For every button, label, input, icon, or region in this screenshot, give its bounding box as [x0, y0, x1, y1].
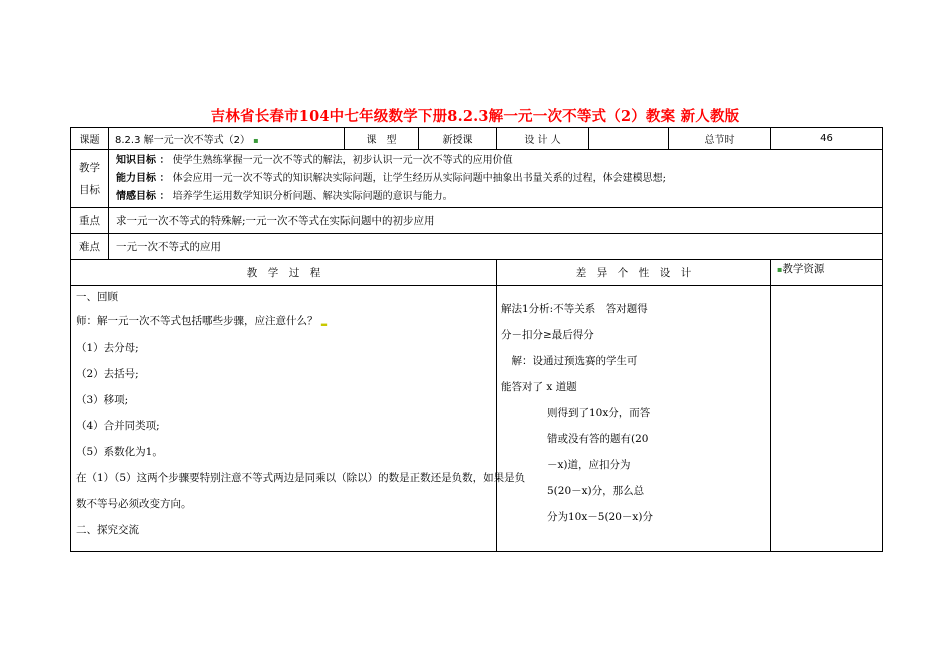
content-row: [71, 286, 883, 552]
header-row: [71, 128, 883, 150]
knowledge-text: 使学生熟练掌握一元一次不等式的解法，初步认识一元一次不等式的应用价值: [172, 155, 513, 166]
diff-line: －x)道，应扣分为: [547, 459, 631, 471]
key-point-label: 重点: [71, 208, 109, 234]
designer-label: 设 计 人: [497, 128, 589, 150]
designer-value: [589, 128, 669, 150]
document-title: 吉林省长春市104中七年级数学下册8.2.3解一元一次不等式（2）教案 新人教版: [210, 108, 740, 125]
edit-mark-icon: ▪: [777, 265, 783, 274]
total-label: 总节时: [669, 128, 771, 150]
objectives-row: [71, 150, 883, 208]
kexing-value: 新授课: [419, 128, 497, 150]
process-line: （1）去分母;: [76, 342, 139, 354]
objectives-label-2: 目标: [79, 183, 100, 196]
diff-line: 则得到了10x分，而答: [547, 407, 651, 419]
key-point-text: 求一元一次不等式的特殊解;一元一次不等式在实际问题中的初步应用: [109, 208, 883, 234]
process-line: 二、探究交流: [76, 524, 139, 536]
diff-line: 分为10x－5(20－x)分: [547, 511, 653, 523]
resources-header: 教学资源: [782, 263, 825, 275]
process-line: 数不等号必须改变方向。: [76, 498, 192, 510]
ability-text: 体会应用一元一次不等式的知识解决实际问题，让学生经历从实际问题中抽象出书量关系的过程，体会建模思想;: [172, 173, 667, 184]
difficulty-label: 难点: [71, 234, 109, 260]
diff-line: 解：设通过预选赛的学生可: [501, 355, 638, 367]
process-line: 在（1）（5）这两个步骤要特别注意不等式两边是同乘以（除以）的数是正数还是负数，如果是负: [76, 472, 526, 484]
lesson-plan-table: [70, 127, 883, 552]
process-line: （4）合并同类项;: [76, 420, 160, 432]
emotion-label: 情感目标 ：: [116, 191, 170, 202]
diff-line: 能答对了 x 道题: [501, 381, 577, 393]
process-line: （3）移项;: [76, 394, 129, 406]
section-header-row: [71, 260, 883, 286]
process-line: （5）系数化为1。: [76, 446, 163, 458]
keti-label: 课题: [71, 128, 109, 150]
diff-line: 5(20－x)分，那么总: [547, 485, 645, 497]
knowledge-label: 知识目标 ：: [116, 155, 170, 166]
objectives-label-1: 教学: [79, 161, 100, 174]
edit-mark-icon: ▪: [253, 136, 259, 145]
diff-line: 解法1分析:不等关系 答对题得: [501, 303, 648, 315]
diff-line: 错或没有答的题有(20: [547, 433, 649, 445]
ability-label: 能力目标 ：: [116, 173, 170, 184]
process-line: （2）去括号;: [76, 368, 139, 380]
process-line: 一、回顾: [76, 291, 118, 303]
total-value: 46: [771, 128, 883, 150]
kexing-label: 课 型: [345, 128, 419, 150]
keti-value: 8.2.3 解一元一次不等式（2）: [115, 135, 250, 146]
resources-cell: [771, 286, 883, 552]
emotion-text: 培养学生运用数学知识分析问题、解决实际问题的意识与能力。: [172, 191, 453, 202]
difficulty-text: 一元一次不等式的应用: [109, 234, 883, 260]
difficulty-row: [71, 234, 883, 260]
process-header: 教 学 过 程: [71, 260, 497, 286]
process-line: 师：解一元一次不等式包括哪些步骤，应注意什么？: [76, 315, 318, 327]
differentiated-header: 差 异 个 性 设 计: [497, 260, 771, 286]
diff-line: 分－扣分≥最后得分: [501, 329, 594, 341]
edit-mark-icon: ▂: [320, 317, 327, 326]
key-point-row: [71, 208, 883, 234]
